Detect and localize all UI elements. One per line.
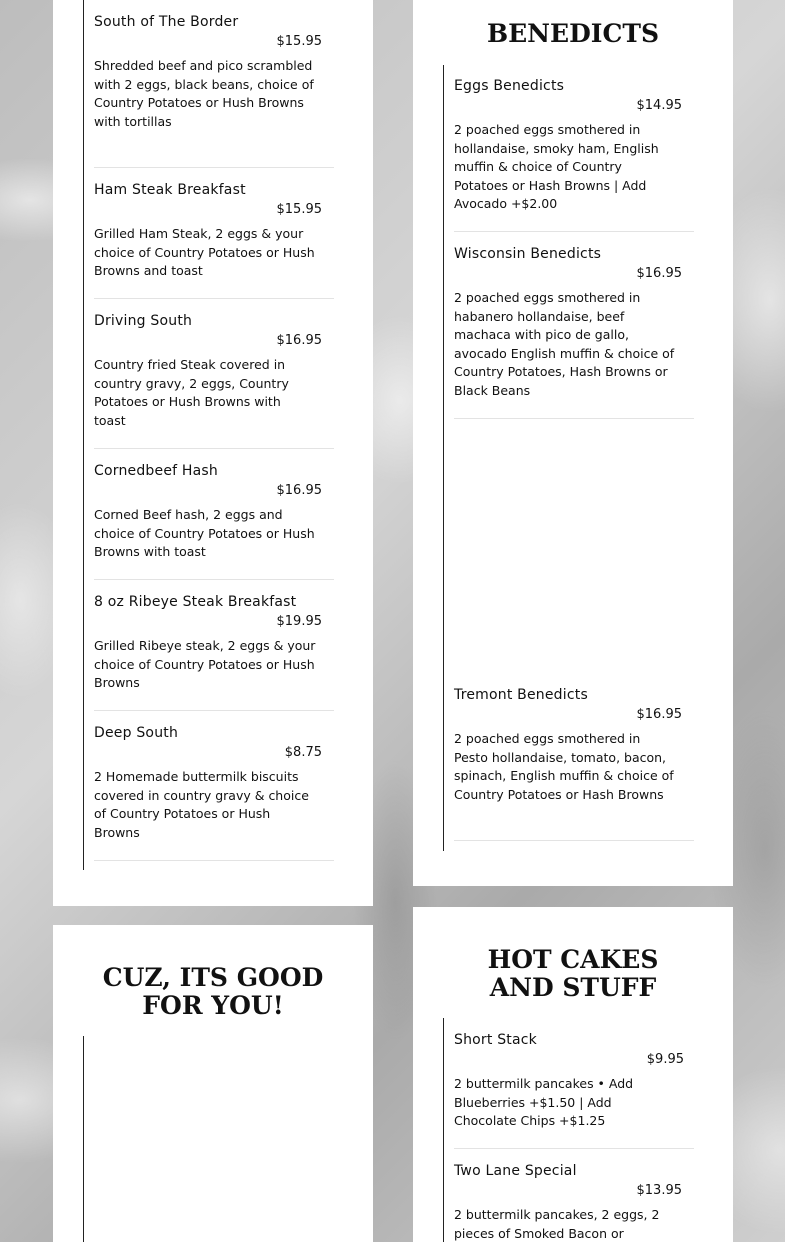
section-rule	[443, 1018, 444, 1242]
item-description: Shredded beef and pico scrambled with 2 eggs, black beans, choice of Country Potatoes or Hush Browns with tortillas	[94, 58, 314, 129]
item-name: Cornedbeef Hash	[94, 463, 218, 479]
item-name: Ham Steak Breakfast	[94, 182, 246, 198]
menu-item[interactable]	[454, 1031, 694, 1131]
menu-card-breakfast	[53, 0, 373, 906]
item-price: $9.95	[646, 1052, 684, 1067]
item-description: 2 poached eggs smothered in Pesto hollandaise, tomato, bacon, spinach, English muffin & choice of Country Potatoes or Hash Browns	[454, 731, 674, 802]
item-description: Country fried Steak covered in country gravy, 2 eggs, Country Potatoes or Hush Browns with toast	[94, 357, 289, 428]
menu-card-benedicts	[413, 0, 733, 886]
item-divider	[94, 448, 334, 449]
item-description: Grilled Ribeye steak, 2 eggs & your choice of Country Potatoes or Hush Browns	[94, 638, 316, 691]
item-divider	[94, 579, 334, 580]
item-description: 2 buttermilk pancakes, 2 eggs, 2 pieces of Smoked Bacon or	[454, 1207, 660, 1241]
item-divider	[94, 710, 334, 711]
item-divider	[94, 298, 334, 299]
item-name: Tremont Benedicts	[454, 687, 588, 703]
section-title: BENEDICTS	[486, 19, 660, 48]
menu-item[interactable]	[94, 593, 334, 693]
item-price: $16.95	[636, 707, 682, 722]
item-divider	[94, 860, 334, 861]
menu-item[interactable]	[94, 312, 334, 430]
item-description: 2 buttermilk pancakes • Add Blueberries +$1.50 | Add Chocolate Chips +$1.25	[454, 1076, 634, 1129]
item-name: Driving South	[94, 313, 193, 329]
item-description: 2 Homemade buttermilk biscuits covered in country gravy & choice of Country Potatoes or Hush Browns	[94, 769, 309, 840]
item-name: Two Lane Special	[454, 1163, 577, 1179]
item-divider	[454, 1148, 694, 1149]
item-name: Deep South	[94, 725, 179, 741]
menu-item[interactable]	[94, 724, 334, 842]
menu-item[interactable]	[454, 686, 694, 804]
item-price: $8.75	[284, 745, 322, 760]
menu-item[interactable]	[454, 77, 694, 214]
item-name: Wisconsin Benedicts	[454, 246, 602, 262]
item-price: $16.95	[276, 483, 322, 498]
item-price: $13.95	[636, 1183, 682, 1198]
section-rule	[83, 1036, 84, 1242]
item-description: Grilled Ham Steak, 2 eggs & your choice of Country Potatoes or Hush Browns and toast	[94, 226, 315, 279]
item-price: $15.95	[276, 34, 322, 49]
item-name: Eggs Benedicts	[454, 78, 565, 94]
menu-item[interactable]	[454, 1162, 694, 1242]
section-title: CUZ, ITS GOOD FOR YOU!	[102, 963, 324, 1020]
section-title: HOT CAKES AND STUFF	[487, 945, 659, 1002]
section-rule	[83, 0, 84, 870]
item-divider	[94, 167, 334, 168]
item-price: $19.95	[276, 614, 322, 629]
item-name: Short Stack	[454, 1032, 537, 1048]
menu-item[interactable]	[94, 13, 334, 131]
item-description: 2 poached eggs smothered in habanero hollandaise, beef machaca with pico de gallo, avocado English muffin & choice of Country Potatoes, Hash Browns or Black Beans	[454, 290, 675, 398]
item-description: Corned Beef hash, 2 eggs and choice of Country Potatoes or Hush Browns with toast	[94, 507, 315, 560]
item-price: $14.95	[636, 98, 682, 113]
menu-item[interactable]	[94, 181, 334, 281]
item-name: South of The Border	[94, 14, 239, 30]
item-name: 8 oz Ribeye Steak Breakfast	[94, 594, 297, 610]
menu-item[interactable]	[454, 245, 694, 401]
menu-card-hotcakes	[413, 907, 733, 1242]
menu-card-good-for-you	[53, 925, 373, 1242]
item-divider	[454, 418, 694, 419]
item-description: 2 poached eggs smothered in hollandaise, smoky ham, English muffin & choice of Country Potatoes or Hash Browns | Add Avocado +$2.00	[454, 122, 659, 212]
menu-item[interactable]	[94, 462, 334, 562]
item-price: $16.95	[636, 266, 682, 281]
item-price: $16.95	[276, 333, 322, 348]
item-divider	[454, 840, 694, 841]
section-rule	[443, 65, 444, 851]
item-price: $15.95	[276, 202, 322, 217]
item-divider	[454, 231, 694, 232]
